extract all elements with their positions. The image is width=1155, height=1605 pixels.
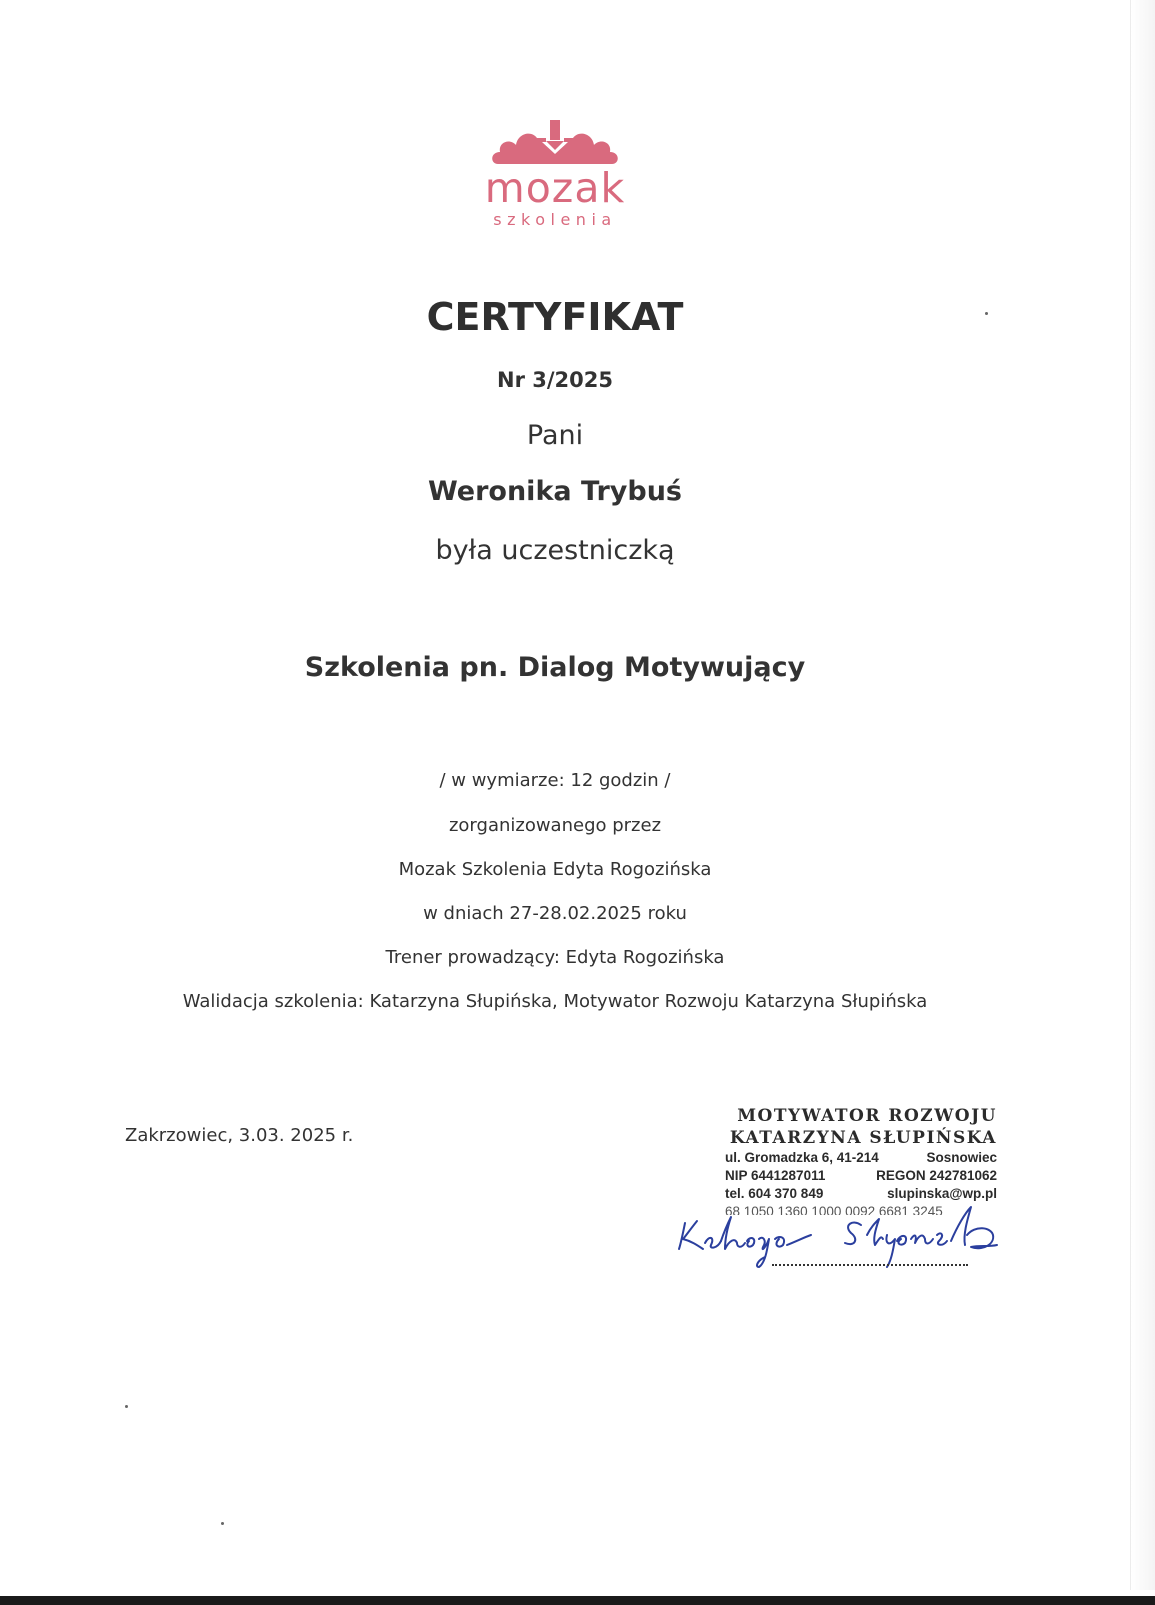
scan-speck [985,312,988,315]
place-and-date: Zakrzowiec, 3.03. 2025 r. [125,1125,354,1146]
organizer-name: Mozak Szkolenia Edyta Rogozińska [398,859,712,880]
certificate-title: CERTYFIKAT [426,295,684,339]
scan-speck [125,1405,128,1408]
stamp-ids-row [725,1167,997,1185]
stamp-nip: NIP 6441287011 [725,1168,826,1183]
stamp-account: 68 1050 1360 1000 0092 6681 3245 [725,1204,943,1215]
page-edge-shadow [1130,0,1155,1590]
organized-by-label: zorganizowanego przez [448,815,662,836]
mozak-logo [470,118,640,238]
participant-text: była uczestniczką [435,535,675,566]
stamp-regon: REGON 242781062 [876,1168,997,1183]
training-dates: w dniach 27-28.02.2025 roku [423,903,687,924]
stamp-address-row [725,1149,997,1167]
scan-speck [221,1522,224,1525]
stamp-contact-row [725,1185,997,1203]
salutation: Pani [526,420,584,451]
course-name: Szkolenia pn. Dialog Motywujący [304,652,806,683]
duration-text: / w wymiarze: 12 godzin / [439,770,671,791]
stamp-company-line1: MOTYWATOR ROZWOJU [737,1106,997,1126]
stamp-email: slupinska@wp.pl [887,1186,997,1201]
signature-dotted-line [772,1264,968,1266]
logo-wordmark: mozak [484,164,626,212]
stamp-city: Sosnowiec [926,1150,997,1165]
certificate-number: Nr 3/2025 [497,368,613,392]
stamp-phone: tel. 604 370 849 [725,1186,824,1201]
stamp-company-line2: KATARZYNA SŁUPIŃSKA [729,1128,997,1148]
brain-download-icon [470,118,640,168]
scan-bottom-border [0,1596,1155,1605]
recipient-name: Weronika Trybuś [427,476,683,507]
trainer-line: Trener prowadzący: Edyta Rogozińska [385,947,725,968]
handwritten-signature [675,1205,1010,1280]
logo-subtitle: szkolenia [493,210,617,229]
stamp-address: ul. Gromadzka 6, 41-214 [725,1150,879,1165]
validation-line: Walidacja szkolenia: Katarzyna Słupińska, Motywator Rozwoju Katarzyna Słupińska [182,991,928,1012]
company-stamp [725,1105,997,1215]
